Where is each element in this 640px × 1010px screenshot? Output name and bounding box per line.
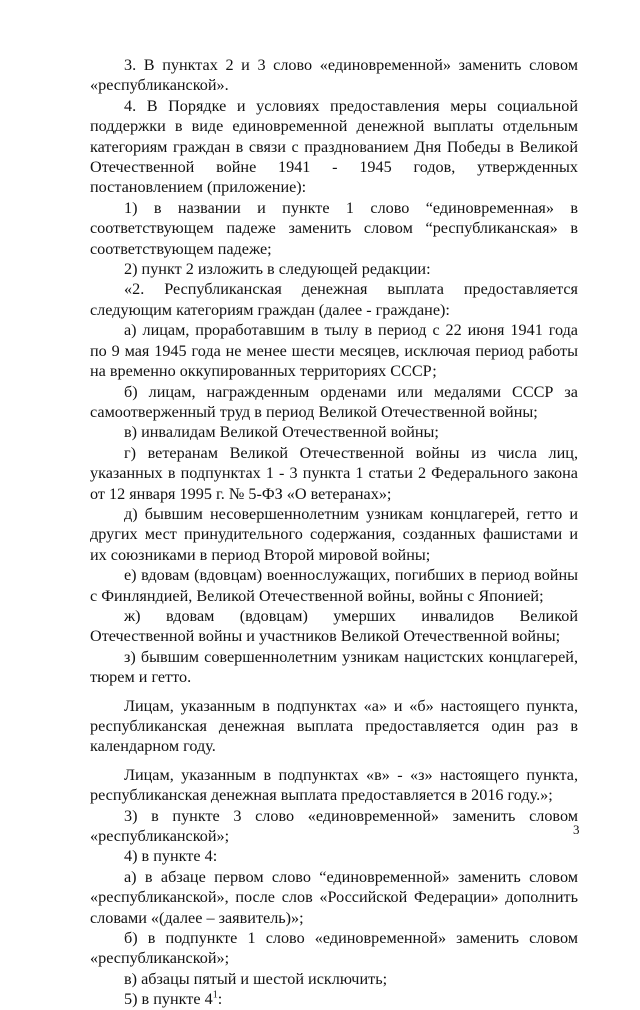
paragraph-subitem-5-suffix: :	[217, 990, 223, 1009]
paragraph-once-per-year: Лицам, указанным в подпунктах «а» и «б» настоящего пункта, республиканская денежная выплата предоставляется один раз в календарном году.	[90, 696, 578, 756]
paragraph-point-2-e: е) вдовам (вдовцам) военнослужащих, погибших в период войны с Финляндией, Великой Отечественной войны, войны с Японией;	[90, 566, 578, 605]
paragraph-subitem-5-text: 5) в пункте 4	[124, 990, 213, 1009]
paragraph-subitem-4-v: в) абзацы пятый и шестой исключить;	[124, 969, 388, 988]
paragraph-point-2-z: з) бывшим совершеннолетним узникам нацистских концлагерей, тюрем и гетто.	[90, 647, 578, 687]
paragraph-subitem-4: 4) в пункте 4:	[124, 847, 218, 866]
paragraph-point-2-b: б) лицам, награжденным орденами или медалями СССР за самоотверженный труд в период Великой Отечественной войны;	[90, 382, 578, 421]
paragraph-item-3: 3. В пунктах 2 и 3 слово «единовременной» заменить словом «республиканской».	[90, 56, 578, 95]
paragraph-subitem-4-b: б) в подпункте 1 слово «единовременной» заменить словом «республиканской»;	[90, 929, 578, 968]
paragraph-point-2-g: г) ветеранам Великой Отечественной войны из числа лиц, указанных в подпунктах 1 - 3 пункта 1 статьи 2 Федерального закона от 12 января 1995 г. № 5-ФЗ «О ветеранах»;	[90, 443, 578, 503]
paragraph-subitem-2: 2) пункт 2 изложить в следующей редакции:	[124, 260, 431, 279]
page-number: 3	[573, 822, 580, 837]
paragraph-point-2-zh: ж) вдовам (вдовцам) умерших инвалидов Великой Отечественной войны и участников Великой Отечественной войны;	[90, 606, 578, 646]
paragraph-point-2-a: а) лицам, проработавшим в тылу в период с 22 июня 1941 года по 9 мая 1945 года не менее шести месяцев, исключая период работы на временно оккупированных территориях СССР;	[90, 321, 578, 381]
paragraph-point-2-intro: «2. Республиканская денежная выплата предоставляется следующим категориям граждан (далее - граждане):	[90, 280, 578, 319]
paragraph-point-2-v: в) инвалидам Великой Отечественной войны;	[124, 423, 439, 442]
paragraph-subitem-5-superscript: 1	[212, 989, 218, 1001]
paragraph-in-2016: Лицам, указанным в подпунктах «в» - «з» настоящего пункта, республиканская денежная выплата предоставляется в 2016 году.»;	[90, 765, 578, 805]
paragraph-subitem-5	[90, 989, 578, 1009]
paragraph-item-4-intro: 4. В Порядке и условиях предоставления меры социальной поддержки в виде единовременной денежной выплаты отдельным категориям граждан в связи с празднованием Дня Победы в Великой Отечественной войне 1941 - 1945 годов, утвержденных постановлением (приложение):	[90, 96, 578, 197]
paragraph-point-2-d: д) бывшим несовершеннолетним узникам концлагерей, гетто и других мест принудительного содержания, созданных фашистами и их союзниками в период Второй мировой войны;	[90, 504, 578, 564]
paragraph-subitem-3: 3) в пункте 3 слово «единовременной» заменить словом «республиканской»;	[90, 806, 578, 846]
paragraph-subitem-1: 1) в названии и пункте 1 слово “единовременная» в соответствующем падеже заменить словом “республиканская» в соответствующем падеже;	[90, 198, 578, 258]
paragraph-subitem-4-a: а) в абзаце первом слово “единовременной» заменить словом «республиканской», после слов «Российской Федерации» дополнить словами «(далее – заявитель)»;	[90, 867, 578, 927]
